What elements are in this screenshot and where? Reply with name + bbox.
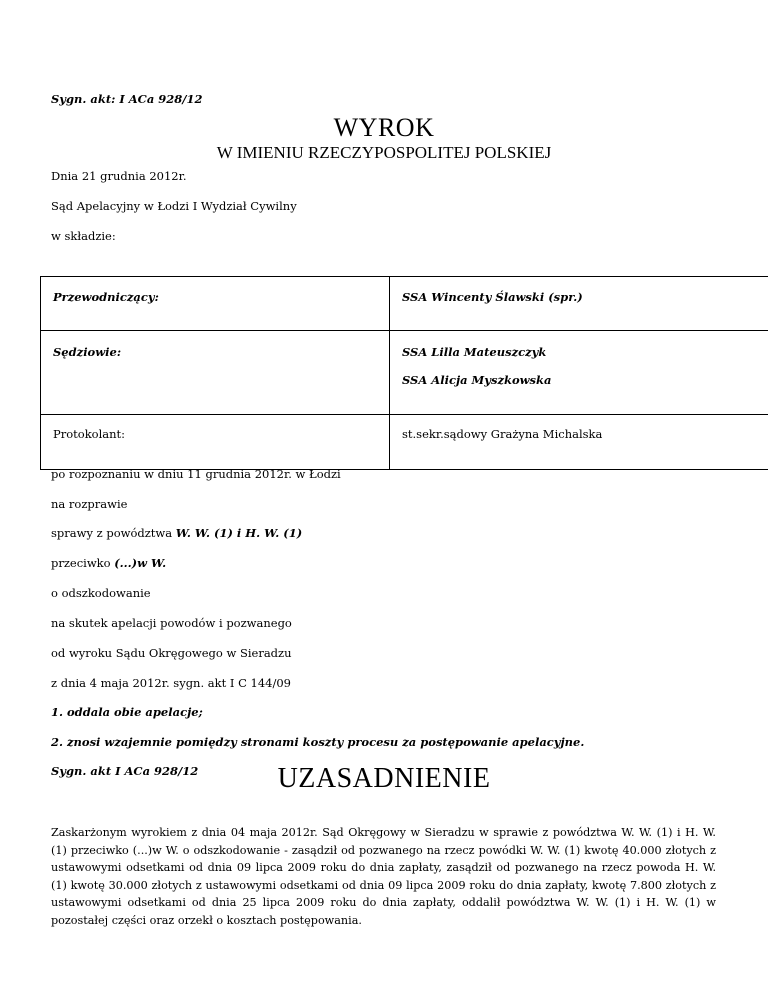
hearing-line: po rozpoznaniu w dniu 11 grudnia 2012r. w Łodzi <box>51 467 341 481</box>
defendant-line <box>51 556 166 570</box>
judges-label: Sędziowie: <box>53 345 122 359</box>
clerk-name: st.sekr.sądowy Grażyna Michalska <box>402 427 603 441</box>
chair-label: Przewodniczący: <box>53 290 159 304</box>
justification-title: UZASADNIENIE <box>277 763 491 794</box>
ruling-point-2: 2. znosi wzajemnie pomiędzy stronami koszty procesu za postępowanie apelacyjne. <box>51 735 585 749</box>
justification-paragraph: Zaskarżonym wyrokiem z dnia 04 maja 2012r. Sąd Okręgowy w Sieradzu w sprawie z powództwa W. W. (1) i H. W. (1) przeciwko (...)w W. o odszkodowanie - zasądził od pozwanego na rzecz powódki W. W. (1) kwotę 40.000 złotych z ustawowymi odsetkami od dnia 09 lipca 2009 roku do dnia zapłaty, zasądził od pozwanego na rzecz powoda H. W. (1) kwotę 30.000 złotych z ustawowymi odsetkami od dnia 09 lipca 2009 roku do dnia zapłaty, kwotę 7.800 złotych z ustawowymi odsetkami od dnia 25 lipca 2009 roku do dnia zapłaty, oddalił powództwa W. W. (1) i H. W. (1) w pozostałej części oraz orzekł o kosztach postępowania. <box>51 826 716 927</box>
ruling-point-1: 1. oddala obie apelacje; <box>51 705 203 719</box>
plaintiffs-line <box>51 526 302 540</box>
plaintiffs-prefix: sprawy z powództwa <box>51 526 176 540</box>
defendant-name: (...)w W. <box>114 556 167 570</box>
clerk-label: Protokolant: <box>53 427 126 441</box>
judgment-date: Dnia 21 grudnia 2012r. <box>51 169 187 183</box>
plaintiffs-names: W. W. (1) i H. W. (1) <box>175 526 303 540</box>
chair-name: SSA Wincenty Ślawski (spr.) <box>402 290 583 304</box>
case-reference: Sygn. akt: I ACa 928/12 <box>51 92 203 106</box>
defendant-prefix: przeciwko <box>51 556 115 570</box>
composition-label: w składzie: <box>51 229 116 243</box>
judge-name: SSA Alicja Myszkowska <box>402 373 552 387</box>
document-subtitle: W IMIENIU RZECZYPOSPOLITEJ POLSKIEJ <box>216 143 552 162</box>
lower-court-judgment: od wyroku Sądu Okręgowego w Sieradzu <box>51 646 292 660</box>
document-title: WYROK <box>333 113 435 142</box>
table-row <box>41 331 768 415</box>
court-name: Sąd Apelacyjny w Łodzi I Wydział Cywilny <box>51 199 297 213</box>
hearing-type: na rozprawie <box>51 497 128 511</box>
table-row <box>41 277 768 331</box>
justification-reference: Sygn. akt I ACa 928/12 <box>51 764 199 778</box>
appeal-basis: na skutek apelacji powodów i pozwanego <box>51 616 292 630</box>
table-row <box>41 415 768 470</box>
claim-subject: o odszkodowanie <box>51 586 151 600</box>
lower-court-reference: z dnia 4 maja 2012r. sygn. akt I C 144/09 <box>51 676 291 690</box>
court-panel-table <box>40 276 768 470</box>
judge-name: SSA Lilla Mateuszczyk <box>402 345 547 359</box>
